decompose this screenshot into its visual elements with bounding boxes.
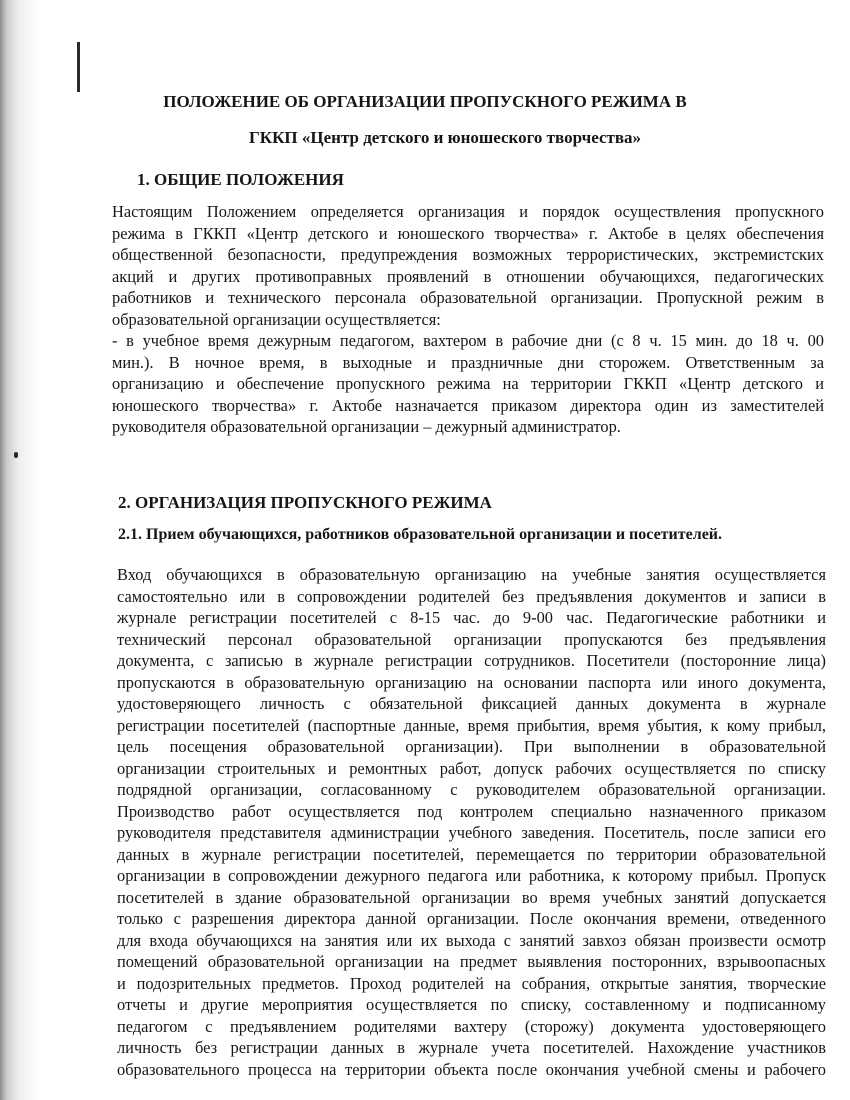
section-1-heading: 1. ОБЩИЕ ПОЛОЖЕНИЯ [137, 170, 344, 189]
text-line: для входа обучающихся на занятия или их выхода с занятий завхоз обязан произвести осмотр [117, 930, 826, 950]
section-2-1-paragraph [117, 564, 826, 1080]
text-line: организации строительных и ремонтных работ, допуск рабочих осуществляется по списку [117, 758, 826, 778]
text-line: образовательного процесса на территории объекта после окончания учебной смены и рабочего [117, 1059, 826, 1079]
text-line: организацию и обеспечение пропускного режима на территории ГККП «Центр детского и [112, 374, 824, 393]
text-line: Вход обучающихся в образовательную организацию на учебные занятия осуществляется [117, 565, 826, 584]
text-line: организации в сопровождении дежурного педагога или работника, к которому прибыл. Пропуск [117, 866, 826, 885]
text-line: педагогом с предъявлением родителями вахтеру (сторожу) документа удостоверяющего [117, 1016, 826, 1036]
document-title-line-1: ПОЛОЖЕНИЕ ОБ ОРГАНИЗАЦИИ ПРОПУСКНОГО РЕЖИМА В [163, 92, 687, 111]
text-line: помещений образовательной организации на предмет выявления посторонних, взрывоопасных [117, 952, 826, 971]
text-line: пропускаются в образовательную организацию на основании паспорта или иного документа, [117, 672, 826, 692]
text-line: журнале регистрации посетителей с 8-15 час. до 9-00 час. Педагогические работники и [117, 608, 826, 627]
text-line: и подозрительных предметов. Проход родителей на собрания, открытые занятия, творческие [117, 973, 826, 993]
text-line: руководителя образовательной организации – дежурный администратор. [112, 417, 621, 436]
text-line: образовательной организации осуществляется: [112, 309, 441, 329]
text-line: только с разрешения директора данной организации. После окончания времени, отведенного [117, 909, 826, 928]
document-title-line-2: ГККП «Центр детского и юношеского творчества» [248, 128, 642, 147]
text-line: посетителей в здание образовательной организации во время учебных занятий допускается [117, 887, 826, 907]
text-line: юношеского творчества» г. Актобе назначается приказом директора один из заместителей [112, 395, 824, 415]
text-line: общественной безопасности, предупреждения возможных террористических, экстремистских [112, 245, 824, 264]
text-line: мин.). В ночное время, в выходные и праздничные дни сторожем. Ответственным за [112, 352, 824, 372]
text-line: самостоятельно или в сопровождении родителей без предъявления документов и записи в [117, 586, 826, 606]
text-line: Настоящим Положением определяется организация и порядок осуществления пропускного [112, 202, 824, 221]
section-2-heading: 2. ОРГАНИЗАЦИЯ ПРОПУСКНОГО РЕЖИМА [118, 493, 492, 512]
text-line: удостоверяющего личность с обязательной фиксацией данных документа в журнале [117, 694, 826, 713]
text-line: руководителя представителя администрации учебного заведения. Посетитель, после записи его [117, 823, 826, 842]
text-line: Производство работ осуществляется под контролем специально назначенного приказом [117, 801, 826, 821]
text-line: подрядной организации, согласованному с руководителем образовательной организации. [117, 780, 826, 799]
text-line: режима в ГККП «Центр детского и юношеского творчества» г. Актобе в целях обеспечения [112, 223, 824, 243]
section-1-paragraph [112, 201, 824, 438]
text-line: отчеты и другие мероприятия осуществляется по списку, составленному и подписанному [117, 995, 826, 1014]
text-line: акций и других противоправных проявлений в отношении обучающихся, педагогических [112, 266, 824, 286]
text-line: цель посещения образовательной организации). При выполнении в образовательной [117, 737, 826, 756]
text-line: документа, с записью в журнале регистрации сотрудников. Посетители (посторонние лица) [117, 651, 826, 670]
text-line: технический персонал образовательной организации пропускаются без предъявления [117, 629, 826, 649]
text-line: данных в журнале регистрации посетителей, перемещается по территории образовательной [117, 844, 826, 864]
text-line: регистрации посетителей (паспортные данные, время прибытия, время убытия, к кому прибыл, [117, 715, 826, 735]
section-2-1-heading: 2.1. Прием обучающихся, работников образовательной организации и посетителей. [118, 526, 723, 543]
text-line: работников и технического персонала образовательной организации. Пропускной режим в [112, 288, 824, 307]
text-line: - в учебное время дежурным педагогом, вахтером в рабочие дни (с 8 ч. 15 мин. до 18 ч. 00 [112, 331, 824, 350]
text-line: личность без регистрации данных в журнале учета посетителей. Нахождение участников [117, 1038, 826, 1057]
